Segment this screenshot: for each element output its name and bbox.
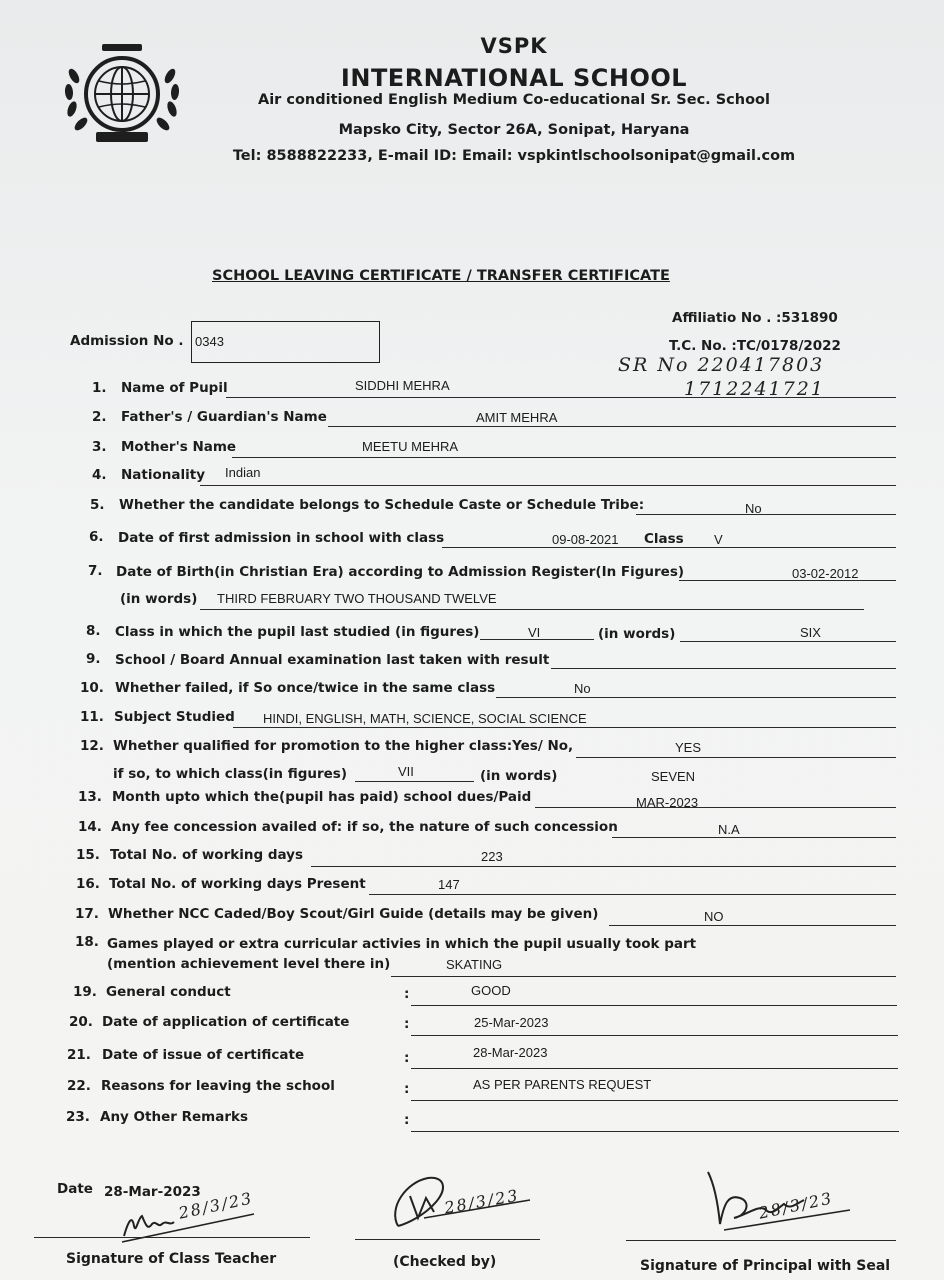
- field-number: 5.: [90, 497, 105, 513]
- days-present-value: 147: [438, 877, 460, 892]
- fill-line: [311, 866, 896, 867]
- last-class-label: Class in which the pupil last studied (in figures): [115, 624, 480, 640]
- class-teacher-signature-date: 28/3/23: [176, 1188, 255, 1223]
- tc-number: T.C. No. :TC/0178/2022: [669, 338, 841, 354]
- subjects-value: HINDI, ENGLISH, MATH, SCIENCE, SOCIAL SCIENCE: [263, 711, 587, 726]
- extra-curricular-label: Games played or extra curricular activies in which the pupil usually took part: [107, 936, 697, 952]
- field-number: 11.: [80, 709, 104, 725]
- class-teacher-caption: Signature of Class Teacher: [66, 1251, 277, 1267]
- field-number: 3.: [92, 439, 107, 455]
- days-present-label: Total No. of working days Present: [109, 876, 366, 892]
- certificate-title: SCHOOL LEAVING CERTIFICATE / TRANSFER CERTIFICATE: [212, 268, 670, 284]
- field-number: 8.: [86, 623, 101, 639]
- field-number: 15.: [76, 847, 100, 863]
- annual-exam-label: School / Board Annual examination last taken with result: [115, 652, 550, 668]
- date-of-birth-value: 03-02-2012: [792, 566, 859, 581]
- principal-caption: Signature of Principal with Seal: [640, 1258, 891, 1274]
- fee-concession-value: N.A: [718, 822, 740, 837]
- caste-tribe-value: No: [745, 501, 762, 516]
- field-number: 20.: [69, 1014, 93, 1030]
- issue-date-value: 28-Mar-2023: [473, 1045, 548, 1060]
- field-number: 19.: [73, 984, 97, 1000]
- principal-signature-date: 28/3/23: [756, 1188, 835, 1223]
- footer-date-value: 28-Mar-2023: [104, 1184, 201, 1200]
- nationality-label: Nationality: [121, 467, 205, 483]
- ncc-scout-value: NO: [704, 909, 724, 924]
- class-teacher-signature-line: [34, 1237, 310, 1238]
- date-of-birth-label: Date of Birth(in Christian Era) according to Admission Register(In Figures): [116, 564, 685, 580]
- school-address: Mapsko City, Sector 26A, Sonipat, Haryana: [338, 122, 690, 138]
- fill-line: [411, 1035, 898, 1036]
- field-number: 18.: [75, 934, 99, 950]
- fill-line: [442, 547, 896, 548]
- fill-line: [369, 894, 896, 895]
- field-number: 13.: [78, 789, 102, 805]
- fill-line: [576, 757, 896, 758]
- fill-line: [200, 485, 896, 486]
- dob-words-label: (in words): [120, 591, 198, 607]
- issue-date-label: Date of issue of certificate: [102, 1047, 305, 1063]
- last-class-words-value: SIX: [800, 625, 821, 640]
- field-number: 21.: [67, 1047, 91, 1063]
- first-admission-label: Date of first admission in school with class: [118, 530, 445, 546]
- other-remarks-label: Any Other Remarks: [100, 1109, 249, 1125]
- failed-label: Whether failed, if So once/twice in the same class: [115, 680, 496, 696]
- school-tagline: Air conditioned English Medium Co-educational Sr. Sec. School: [257, 92, 770, 108]
- leaving-reason-value: AS PER PARENTS REQUEST: [473, 1077, 652, 1092]
- principal-signature-line: [626, 1240, 896, 1241]
- fill-line: [609, 925, 896, 926]
- fill-line: [612, 837, 896, 838]
- affiliation-number: Affiliatio No . :531890: [672, 310, 838, 326]
- field-number: 9.: [86, 651, 101, 667]
- fee-concession-label: Any fee concession availed of: if so, the nature of such concession: [111, 819, 618, 835]
- name-of-pupil-label: Name of Pupil: [121, 380, 228, 396]
- failed-value: No: [574, 681, 591, 696]
- father-name-label: Father's / Guardian's Name: [121, 409, 327, 425]
- fill-line: [636, 514, 896, 515]
- field-number: 6.: [89, 529, 104, 545]
- promotion-class-words-label: (in words): [480, 768, 558, 784]
- fill-line: [679, 580, 896, 581]
- footer-date-label: Date: [57, 1181, 93, 1197]
- field-number: 10.: [80, 680, 104, 696]
- fill-line: [411, 1100, 898, 1101]
- promotion-class-figures-value: VII: [398, 764, 414, 779]
- colon: :: [404, 1081, 410, 1097]
- fill-line: [496, 697, 896, 698]
- promotion-class-label: if so, to which class(in figures): [113, 766, 348, 782]
- field-number: 7.: [88, 563, 103, 579]
- field-number: 2.: [92, 409, 107, 425]
- sr-number-handwritten: SR No 220417803: [618, 354, 825, 376]
- field-number: 14.: [78, 819, 102, 835]
- fill-line: [232, 457, 896, 458]
- extra-curricular-label-line2: (mention achievement level there in): [107, 956, 391, 972]
- name-of-pupil-value: SIDDHI MEHRA: [355, 378, 450, 393]
- field-number: 12.: [80, 738, 104, 754]
- fill-line: [411, 1068, 898, 1069]
- checked-by-signature-date: 28/3/23: [442, 1185, 521, 1218]
- application-date-label: Date of application of certificate: [102, 1014, 350, 1030]
- colon: :: [404, 1050, 410, 1066]
- general-conduct-label: General conduct: [106, 984, 231, 1000]
- colon: :: [404, 986, 410, 1002]
- dob-words-value: THIRD FEBRUARY TWO THOUSAND TWELVE: [217, 591, 497, 606]
- field-number: 22.: [67, 1078, 91, 1094]
- mother-name-label: Mother's Name: [121, 439, 237, 455]
- fill-line: [391, 976, 896, 977]
- last-class-words-label: (in words): [598, 626, 676, 642]
- colon: :: [404, 1112, 410, 1128]
- dues-paid-label: Month upto which the(pupil has paid) school dues/Paid: [112, 789, 532, 805]
- promotion-label: Whether qualified for promotion to the higher class:Yes/ No,: [113, 738, 574, 754]
- fill-line: [328, 426, 896, 427]
- fill-line: [355, 781, 474, 782]
- fill-line: [535, 807, 896, 808]
- extra-curricular-value: SKATING: [446, 957, 503, 972]
- fill-line: [411, 1005, 897, 1006]
- general-conduct-value: GOOD: [471, 983, 511, 998]
- dues-paid-value: MAR-2023: [636, 795, 699, 810]
- father-name-value: AMIT MEHRA: [476, 410, 558, 425]
- school-name-line1: VSPK: [480, 34, 548, 58]
- leaving-reason-label: Reasons for leaving the school: [101, 1078, 335, 1094]
- fill-line: [200, 609, 864, 610]
- school-name-line2: INTERNATIONAL SCHOOL: [340, 64, 688, 92]
- field-number: 16.: [76, 876, 100, 892]
- first-admission-date-value: 09-08-2021: [552, 532, 619, 547]
- checked-by-signature-line: [355, 1239, 540, 1240]
- working-days-label: Total No. of working days: [110, 847, 304, 863]
- nationality-value: Indian: [225, 465, 261, 480]
- checked-by-caption: (Checked by): [393, 1254, 497, 1270]
- application-date-value: 25-Mar-2023: [474, 1015, 549, 1030]
- fill-line: [411, 1131, 899, 1132]
- working-days-value: 223: [481, 849, 503, 864]
- admission-label: Admission No .: [70, 333, 184, 349]
- subjects-label: Subject Studied: [114, 709, 235, 725]
- fill-line: [551, 668, 896, 669]
- field-number: 4.: [92, 467, 107, 483]
- admission-number-value: 0343: [195, 334, 224, 349]
- fill-line: [226, 397, 896, 398]
- mother-name-value: MEETU MEHRA: [362, 439, 459, 454]
- fill-line: [680, 641, 896, 642]
- fill-line: [233, 727, 896, 728]
- ncc-scout-label: Whether NCC Caded/Boy Scout/Girl Guide (details may be given): [108, 906, 599, 922]
- field-number: 23.: [66, 1109, 90, 1125]
- field-number: 17.: [75, 906, 99, 922]
- last-class-figures-value: VI: [528, 625, 541, 640]
- promotion-class-words-value: SEVEN: [651, 769, 696, 784]
- second-number-handwritten: 1712241721: [684, 378, 825, 400]
- school-contact: Tel: 8588822233, E-mail ID: Email: vspkintlschoolsonipat@gmail.com: [232, 148, 796, 164]
- admission-class-label: Class: [644, 531, 684, 547]
- field-number: 1.: [92, 380, 107, 396]
- colon: :: [404, 1016, 410, 1032]
- admission-class-value: V: [714, 532, 723, 547]
- promotion-value: YES: [675, 740, 702, 755]
- caste-tribe-label: Whether the candidate belongs to Schedule Caste or Schedule Tribe:: [119, 497, 645, 513]
